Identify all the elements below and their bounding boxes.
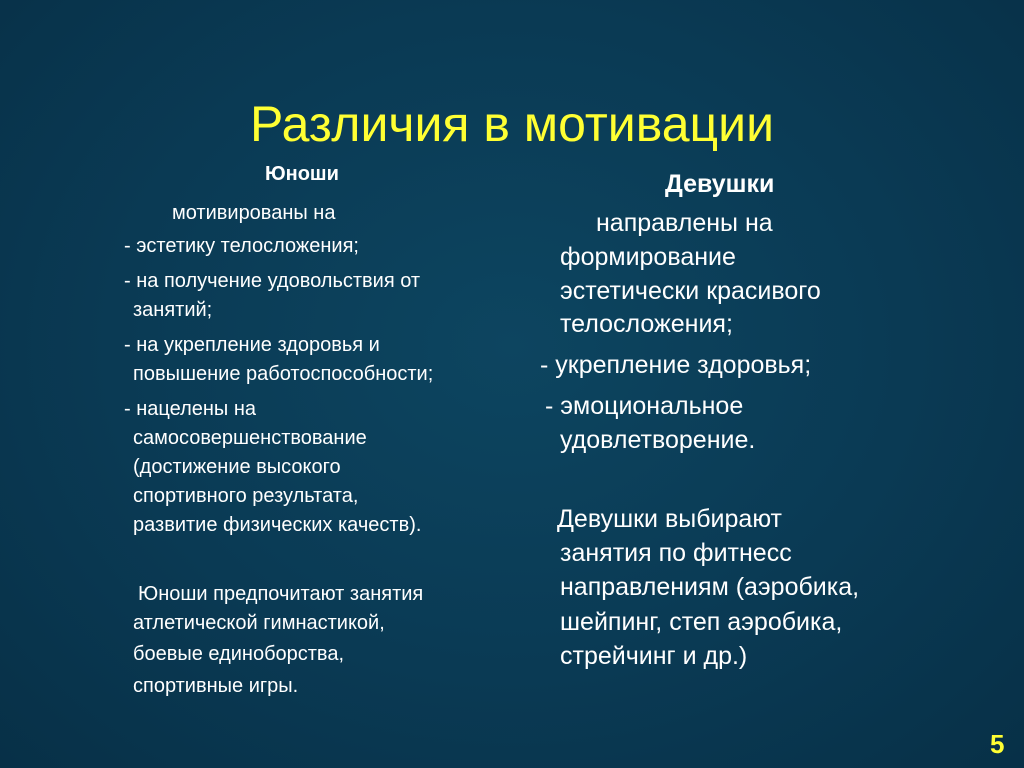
right-summary-line-4: шейпинг, степ аэробика, — [560, 608, 843, 636]
slide-title: Различия в мотивации — [249, 95, 775, 152]
right-list-item-2: - эмоциональное — [545, 392, 744, 420]
left-list-item-4-cont-3: спортивного результата, — [133, 485, 359, 507]
left-list-item-2: - на получение удовольствия от — [124, 270, 421, 292]
left-list-item-2-cont: занятий; — [133, 299, 213, 321]
left-summary-line-4: спортивные игры. — [133, 675, 299, 697]
left-list-item-3-cont: повышение работоспособности; — [133, 363, 434, 385]
left-list-item-3: - на укрепление здоровья и — [124, 334, 380, 356]
right-intro-line-2: формирование — [560, 243, 736, 271]
right-heading: Девушки — [665, 170, 775, 198]
left-summary-line-3: боевые единоборства, — [133, 643, 345, 665]
right-summary-line-2: занятия по фитнесс — [560, 539, 792, 567]
left-summary-line-1: Юноши предпочитают занятия — [138, 583, 424, 605]
left-list-item-1: - эстетику телосложения; — [124, 235, 359, 257]
left-list-item-4-cont-2: (достижение высокого — [133, 456, 341, 478]
right-intro-line-1: направлены на — [596, 209, 773, 237]
left-intro: мотивированы на — [172, 202, 336, 224]
left-heading: Юноши — [265, 163, 339, 185]
left-list-item-4-cont-1: самосовершенствование — [133, 427, 367, 449]
right-intro-line-4: телосложения; — [560, 310, 733, 338]
left-list-item-4: - нацелены на — [124, 398, 257, 420]
right-summary-line-3: направлениям (аэробика, — [560, 573, 860, 601]
right-summary-line-1: Девушки выбирают — [557, 505, 782, 533]
right-list-item-2-cont: удовлетворение. — [560, 426, 756, 454]
right-summary-line-5: стрейчинг и др.) — [560, 642, 748, 670]
right-list-item-1: - укрепление здоровья; — [540, 351, 812, 379]
left-summary-line-2: атлетической гимнастикой, — [133, 612, 385, 634]
right-intro-line-3: эстетически красивого — [560, 277, 821, 305]
page-number: 5 — [990, 729, 1005, 759]
left-list-item-4-cont-4: развитие физических качеств). — [133, 514, 422, 536]
